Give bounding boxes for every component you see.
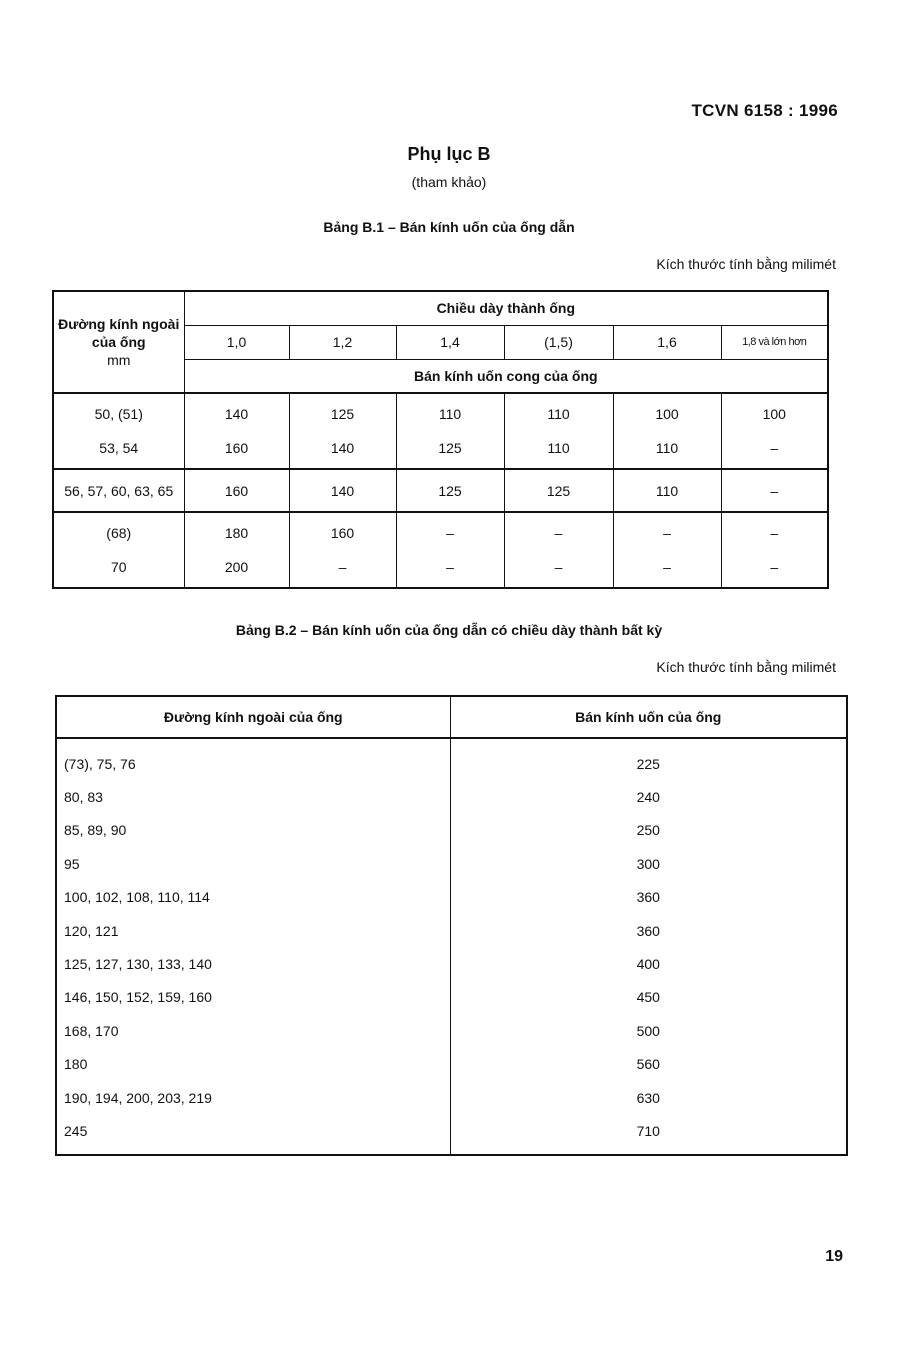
radius-cell: 400 bbox=[450, 947, 847, 980]
radius-cell: 110 bbox=[613, 469, 721, 512]
radius-cell: 160 bbox=[184, 469, 289, 512]
table-row bbox=[56, 947, 847, 980]
diameter-cell: 168, 170 bbox=[56, 1014, 450, 1047]
bend-radius-column-header: Bán kính uốn của ống bbox=[450, 696, 847, 738]
table-row bbox=[56, 814, 847, 847]
diameter-cell: 50, (51) 53, 54 bbox=[53, 393, 184, 469]
table-row bbox=[56, 780, 847, 813]
radius-cell: 500 bbox=[450, 1014, 847, 1047]
page-number: 19 bbox=[825, 1248, 843, 1265]
table-row bbox=[56, 981, 847, 1014]
thickness-cell: 1,6 bbox=[613, 325, 721, 359]
diameter-cell: 146, 150, 152, 159, 160 bbox=[56, 981, 450, 1014]
diameter-cell: 190, 194, 200, 203, 219 bbox=[56, 1081, 450, 1114]
outer-diameter-column-header: Đường kính ngoài của ống bbox=[56, 696, 450, 738]
radius-cell: 240 bbox=[450, 780, 847, 813]
diameter-cell: 95 bbox=[56, 847, 450, 880]
diameter-cell: 80, 83 bbox=[56, 780, 450, 813]
radius-cell: 125 bbox=[504, 469, 613, 512]
radius-cell: 710 bbox=[450, 1114, 847, 1154]
radius-cell: 630 bbox=[450, 1081, 847, 1114]
radius-cell: 560 bbox=[450, 1048, 847, 1081]
diameter-cell: 56, 57, 60, 63, 65 bbox=[53, 469, 184, 512]
table-row bbox=[56, 847, 847, 880]
radius-cell: – bbox=[721, 469, 828, 512]
radius-cell: 360 bbox=[450, 881, 847, 914]
radius-cell: 140 bbox=[289, 469, 396, 512]
radius-cell: 160 – bbox=[289, 512, 396, 588]
radius-cell: 450 bbox=[450, 981, 847, 1014]
radius-cell: 100 110 bbox=[613, 393, 721, 469]
diameter-cell: 125, 127, 130, 133, 140 bbox=[56, 947, 450, 980]
thickness-cell: 1,0 bbox=[184, 325, 289, 359]
table2-caption: Bảng B.2 – Bán kính uốn của ống dẫn có chiều dày thành bất kỳ bbox=[235, 622, 663, 638]
thickness-cell: 1,2 bbox=[289, 325, 396, 359]
thickness-cell: 1,4 bbox=[396, 325, 504, 359]
radius-cell: 225 bbox=[450, 738, 847, 780]
wall-thickness-header: Chiều dày thành ống bbox=[184, 291, 828, 325]
radius-cell: 180 200 bbox=[184, 512, 289, 588]
radius-cell: – – bbox=[721, 512, 828, 588]
radius-cell: 125 bbox=[396, 469, 504, 512]
bend-radius-any-thickness-table bbox=[55, 695, 848, 1156]
diameter-cell: (73), 75, 76 bbox=[56, 738, 450, 780]
radius-cell: 250 bbox=[450, 814, 847, 847]
table1-caption: Bảng B.1 – Bán kính uốn của ống dẫn bbox=[323, 219, 575, 235]
radius-cell: – – bbox=[504, 512, 613, 588]
diameter-cell: 180 bbox=[56, 1048, 450, 1081]
radius-cell: 100 – bbox=[721, 393, 828, 469]
radius-cell: 360 bbox=[450, 914, 847, 947]
thickness-cell: 1,8 và lớn hơn bbox=[721, 325, 828, 359]
bend-radius-table bbox=[52, 290, 829, 589]
table2-unit-note: Kích thước tính bằng milimét bbox=[656, 659, 836, 675]
table-row bbox=[56, 1048, 847, 1081]
table-row bbox=[56, 1081, 847, 1114]
table1-unit-note: Kích thước tính bằng milimét bbox=[656, 256, 836, 272]
diameter-cell: 245 bbox=[56, 1114, 450, 1154]
table-row bbox=[56, 738, 847, 780]
standard-code: TCVN 6158 : 1996 bbox=[691, 101, 838, 120]
diameter-cell: 100, 102, 108, 110, 114 bbox=[56, 881, 450, 914]
radius-cell: 125 140 bbox=[289, 393, 396, 469]
outer-diameter-header: Đường kính ngoài của ống mm bbox=[53, 291, 184, 393]
table-row bbox=[53, 512, 828, 588]
bend-radius-subheader: Bán kính uốn cong của ống bbox=[184, 359, 828, 393]
table-row bbox=[56, 1114, 847, 1154]
radius-cell: 300 bbox=[450, 847, 847, 880]
diameter-cell: 120, 121 bbox=[56, 914, 450, 947]
table-row bbox=[53, 469, 828, 512]
table-row bbox=[53, 393, 828, 469]
diameter-cell: (68) 70 bbox=[53, 512, 184, 588]
thickness-cell: (1,5) bbox=[504, 325, 613, 359]
radius-cell: – – bbox=[613, 512, 721, 588]
table-row bbox=[56, 881, 847, 914]
radius-cell: 110 110 bbox=[504, 393, 613, 469]
radius-cell: 110 125 bbox=[396, 393, 504, 469]
appendix-subtitle: (tham khảo) bbox=[411, 174, 487, 190]
table-row bbox=[56, 914, 847, 947]
radius-cell: 140 160 bbox=[184, 393, 289, 469]
radius-cell: – – bbox=[396, 512, 504, 588]
diameter-cell: 85, 89, 90 bbox=[56, 814, 450, 847]
table-row bbox=[56, 1014, 847, 1047]
appendix-title: Phụ lục B bbox=[407, 144, 491, 164]
